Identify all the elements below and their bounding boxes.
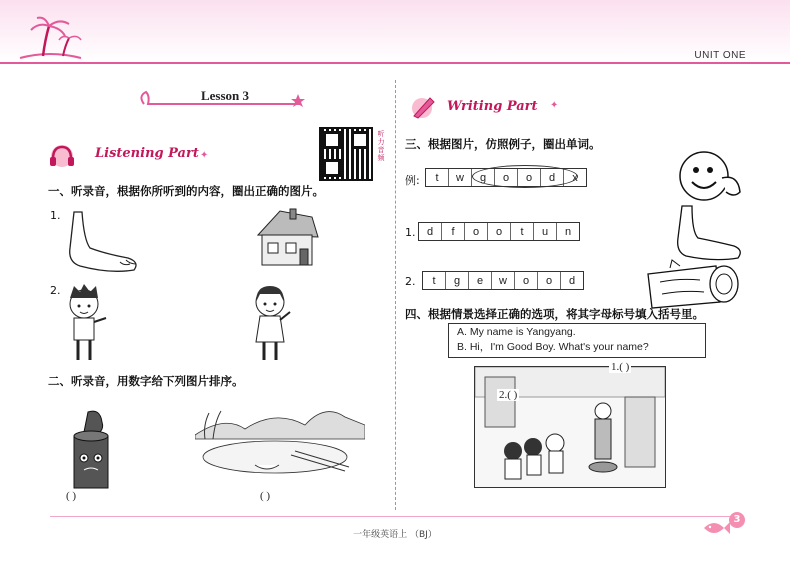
- letter-cell[interactable]: g: [446, 272, 469, 289]
- q3-example-label: 例:: [405, 174, 420, 187]
- letter-cell[interactable]: t: [511, 223, 534, 240]
- q2-answer-1[interactable]: ( ): [66, 490, 77, 502]
- q1-num-1: 1.: [50, 209, 61, 222]
- smiley-face-image: [676, 148, 746, 208]
- example-circle: [472, 165, 578, 188]
- q3-num-1: 1.: [405, 226, 416, 239]
- scene-drawing: [475, 367, 665, 487]
- page-number: 3: [729, 512, 745, 528]
- letter-cell[interactable]: n: [564, 225, 572, 238]
- letter-cell[interactable]: e: [469, 272, 492, 289]
- letter-cell[interactable]: d: [419, 223, 442, 240]
- letter-cell[interactable]: o: [465, 223, 488, 240]
- wood-log-image: [640, 258, 744, 310]
- palm-tree-icon: [15, 14, 85, 62]
- foot-image[interactable]: [60, 210, 142, 274]
- scene-blank-2[interactable]: 2.( ): [499, 389, 518, 401]
- sparkle-icon: ✦: [200, 150, 209, 161]
- lesson-banner: [140, 86, 310, 112]
- letter-cell: o: [495, 169, 518, 186]
- qr-label: 听力音频: [377, 130, 385, 162]
- question-1: 一、听录音，根据你所听到的内容，圈出正确的图片。: [48, 184, 324, 198]
- footer-text: 一年级英语上 （BJ）: [353, 530, 437, 540]
- q3-row-1[interactable]: [418, 222, 580, 241]
- foot-image-2: [668, 204, 748, 262]
- lesson-title: Lesson 3: [200, 88, 250, 103]
- question-3: 三、根据图片，仿照例子，圈出单词。: [405, 137, 601, 151]
- letter-cell[interactable]: w: [492, 272, 515, 289]
- unit-label: UNIT ONE: [694, 50, 746, 61]
- letter-cell[interactable]: o: [515, 272, 538, 289]
- girl-image[interactable]: [250, 280, 300, 366]
- pencil-icon: [408, 94, 438, 120]
- header-line: [0, 62, 790, 64]
- letter-cell: x: [572, 171, 578, 184]
- log-image[interactable]: [62, 408, 124, 492]
- footer-line: [50, 516, 740, 517]
- question-2: 二、听录音，用数字给下列图片排序。: [48, 374, 244, 388]
- letter-cell[interactable]: o: [488, 223, 511, 240]
- q1-num-2: 2.: [50, 284, 61, 297]
- letter-cell: g: [472, 169, 495, 186]
- sparkle-icon-2: ✦: [550, 100, 559, 111]
- fish-icon: [700, 518, 730, 538]
- q2-answer-2[interactable]: ( ): [260, 490, 271, 502]
- letter-cell: w: [449, 169, 472, 186]
- letter-cell[interactable]: f: [442, 223, 465, 240]
- listening-part-title: Listening Part: [95, 146, 199, 161]
- house-image[interactable]: [250, 205, 320, 269]
- letter-cell: o: [518, 169, 541, 186]
- scene-image: [474, 361, 666, 488]
- qr-code[interactable]: [319, 127, 373, 181]
- question-4: 四、根据情景选择正确的选项，将其字母标号填入括号里。: [405, 307, 704, 321]
- q3-num-2: 2.: [405, 275, 416, 288]
- scene-blank-1[interactable]: 1.( ): [611, 361, 630, 373]
- writing-part-title: Writing Part: [447, 99, 538, 114]
- letter-cell[interactable]: d: [568, 274, 576, 287]
- header-band: [0, 0, 790, 62]
- boy-image[interactable]: [62, 282, 112, 366]
- letter-cell[interactable]: o: [538, 272, 561, 289]
- option-a: A. My name is Yangyang.: [457, 326, 576, 338]
- option-b: B. Hi，I'm Good Boy. What's your name?: [457, 341, 649, 353]
- headphones-icon: [46, 143, 82, 169]
- letter-cell: d: [541, 169, 564, 186]
- letter-cell: t: [426, 169, 449, 186]
- q4-options-box: [448, 323, 706, 358]
- page-divider: [395, 80, 396, 510]
- lake-image[interactable]: [195, 395, 365, 485]
- letter-cell[interactable]: t: [423, 272, 446, 289]
- q3-row-2[interactable]: [422, 271, 584, 290]
- letter-cell[interactable]: u: [534, 223, 557, 240]
